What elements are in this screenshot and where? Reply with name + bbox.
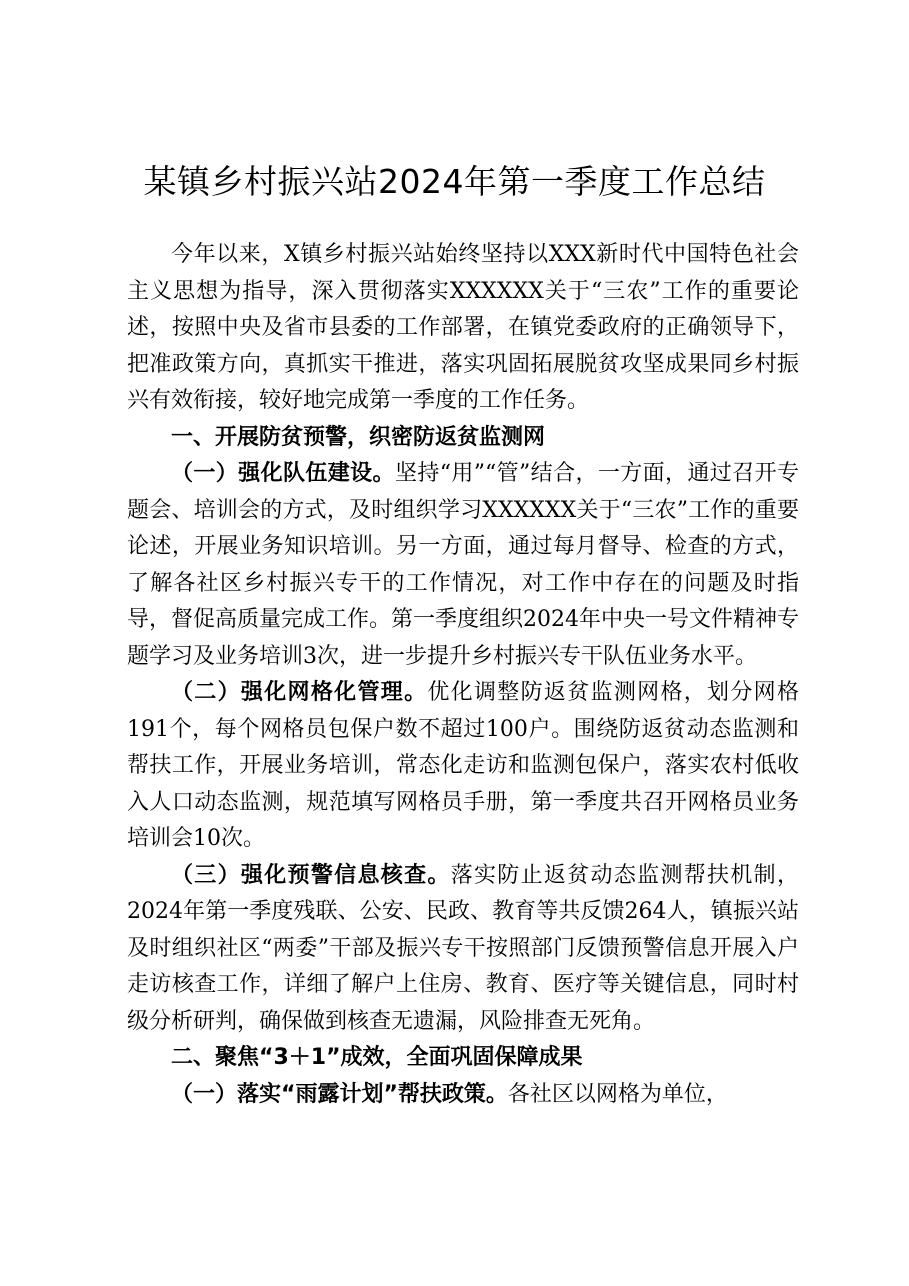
item-text: 优化调整防返贫监测网格，划分网格191个，每个网格员包保户数不超过100户。围绕防返贫动态监测和帮扶工作，开展业务培训，常态化走访和监测包保户，落实农村低收入人口动态监测，规范填写网格员手册，第一季度共召开网格员业务培训会10次。 <box>127 680 799 851</box>
item-text: 坚持“用”“管”结合，一方面，通过召开专题会、培训会的方式，及时组织学习XXXXXX关于“三农”工作的重要论述，开展业务知识培训。另一方面，通过每月督导、检查的方式，了解各社区乡村振兴专干的工作情况，对工作中存在的问题及时指导，督促高质量完成工作。第一季度组织2024年中央一号文件精神专题学习及业务培训3次，进一步提升乡村振兴专干队伍业务水平。 <box>127 461 799 669</box>
document-body <box>127 237 799 1113</box>
section-heading-1: 一、开展防贫预警，织密防返贫监测网 <box>171 424 546 450</box>
section1-item-2 <box>127 675 799 858</box>
item-text: 落实防止返贫动态监测帮扶机制，2024年第一季度残联、公安、民政、教育等共反馈264人，镇振兴站及时组织社区“两委”干部及振兴专干按照部门反馈预警信息开展入户走访核查工作，详细了解户上住房、教育、医疗等关键信息，同时村级分析研判，确保做到核查无遗漏，风险排查无死角。 <box>127 862 799 1034</box>
section2-item-1 <box>127 1077 799 1114</box>
item-lead: （一）强化队伍建设。 <box>171 461 395 486</box>
section1-item-1 <box>127 456 799 675</box>
item-lead: （一）落实“雨露计划”帮扶政策。 <box>171 1081 508 1107</box>
intro-paragraph: 今年以来，X镇乡村振兴站始终坚持以XXX新时代中国特色社会主义思想为指导，深入贯彻落实XXXXXX关于“三农”工作的重要论述，按照中央及省市县委的工作部署，在镇党委政府的正确领导下，把准政策方向，真抓实干推进，落实巩固拓展脱贫攻坚成果同乡村振兴有效衔接，较好地完成第一季度的工作任务。 <box>127 242 799 413</box>
document-title: 某镇乡村振兴站2024年第一季度工作总结 <box>143 162 766 201</box>
item-lead: （三）强化预警信息核查。 <box>171 862 451 888</box>
section1-item-3 <box>127 858 799 1041</box>
item-lead: （二）强化网格化管理。 <box>171 680 428 705</box>
item-text: 各社区以网格为单位， <box>507 1081 728 1107</box>
section-heading-2: 二、聚焦“3＋1”成效，全面巩固保障成果 <box>171 1045 583 1070</box>
